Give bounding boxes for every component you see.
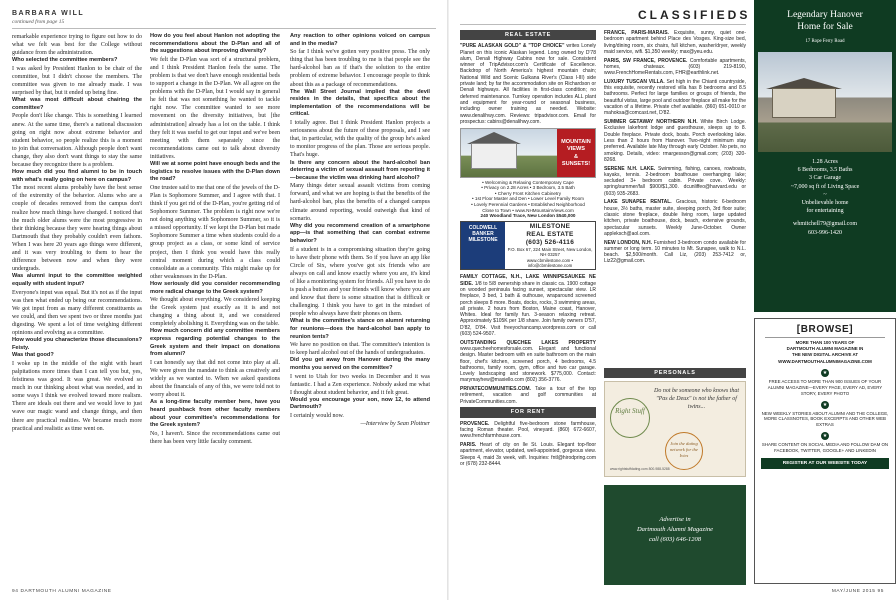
classified-ad-heading: NEW LONDON, N.H. (604, 239, 653, 246)
interview-question: What is the committee's stance on alumni returning for reunions—does the hard-alcohol ban apply to reunion tents? (290, 318, 430, 340)
interview-answer: So far I think we've gotten very positive press. The only thing that has been troubling to me is that people see the hard-alcohol ban as if that's the solution to the entire problem of extreme behavior. I encourage people to think about this as a package of recommendations. (290, 49, 430, 88)
classified-ad-text: Gracious, historic 6-bedroom house, 3½ baths, master suite, sleeping porch, 3rd floor suite; classic stone fireplace, double living room, large updated kitchen, private boathouse, dock, beach, extensive grounds, spectacular sunsets. Weekly June-October. Owner appleksch@aol.com. (604, 199, 746, 237)
byline-continued: continued from page 15 (12, 19, 65, 25)
right-page (448, 0, 896, 600)
interview-question: Did you get away from Hanover during the many months you served on the committee? (290, 357, 430, 371)
classifieds-column-2 (604, 30, 746, 365)
mountain-views-badge (557, 129, 595, 177)
house-feature: Close to Town • www.NHMountainViews.com (482, 207, 574, 213)
interview-answer: If a student is in a compromising situation they're going to have their phone with them. So if you have an app like Circle of Six, where you've got six friends who are always on call and know exactly where you are, it's kind of like a monitoring system for friends. All you have to do is push a button and your friends will know where you are and know that there is some situation that is difficult or challenging. I think you have to get in the mindset of people who always have their phones on them. (290, 246, 430, 318)
classified-ad-heading: OUTSTANDING QUECHEE LAKES PROPERTY (460, 339, 596, 346)
for-rent-list (460, 421, 596, 467)
classifieds-rule (460, 24, 746, 25)
house-shape (471, 143, 517, 169)
hanover-spec: 1.28 Acres (812, 159, 838, 165)
home-shape (772, 88, 836, 118)
house-photo (460, 128, 596, 178)
interview-answer: We thought about everything. We considered keeping the Greek system just exactly as it is and not changing a thing about it, and we considered completely abolishing it. Everything was on the table. (150, 297, 280, 328)
interview-question: Was alumni input to the committee weighted equally with student input? (12, 273, 142, 287)
classified-ad-text: Heart of city on Ile St. Louis. Elegant top-floor apartment, elevator, updated, well-appointed, gorgeous view. Sleeps 4, maid 3x week, wifi. Inquiries: fntl@hirodpring.com or (678) 232-8444. (460, 442, 596, 467)
interview-answer: No, I haven't. Since the recommendations came out there has been very little faculty comment. (150, 430, 280, 445)
right-stuff-logo: Right Stuff (610, 398, 650, 438)
interview-question: Would you encourage your son, now 12, to attend Dartmouth? (290, 396, 430, 411)
register-button[interactable]: REGISTER AT OUR WEBSITE TODAY (761, 458, 889, 469)
browse-archive-ad[interactable] (754, 318, 896, 584)
logo-line: BANKER (472, 230, 494, 237)
interview-answer: We felt the D-Plan was sort of a structural problem, and I think President Hanlon feels the same. The problem is that we don't have enough residential beds to support a change in the D-Plan. We all agree on the problems with the D-Plan, but I would say in general he felt that was not something he wanted to tackle right now. The committee wanted to see more movement on the diversity initiatives, but [the administration] already has a lot on the table. I think they felt it was useful to get our input and we've been meeting with them separately since the recommendations came out to talk about diversity initiatives. (150, 56, 280, 160)
interview-answer: We have no position on that. The committee's intention is to keep hard alcohol out of the hands of undergraduates. (290, 342, 430, 357)
right-stuff-ad[interactable] (604, 381, 746, 477)
banker-row (460, 221, 596, 271)
interview-question: Is there any concern about the hard-alcohol ban deterring a victim of sexual assault from reporting it—because the victim was drinking hard alcohol? (290, 159, 430, 181)
share-icon: ★ (822, 432, 828, 439)
interview-question: Will we at some point have enough beds and the logistics to resolve issues with the D-Plan down the road? (150, 161, 280, 183)
classified-ad-heading: "PURE ALASKAN GOLD" & "TOP CHOICE" (460, 43, 565, 50)
real-estate-list (460, 43, 596, 125)
classified-ad (460, 421, 596, 440)
logo-line: MILESTONE (468, 236, 498, 243)
interview-question: The Wall Street Journal implied that the devil resides in the details, that specifics about the implementation of the recommendations will be critical. (290, 88, 430, 118)
classified-ad-text: Exquisite, sunny, quiet one-bedroom apartment behind Place des Vosges. King-size bed, living/dining room, six chairs, full kitchen, washer/dryer, weekly maid service, wifi. $1,350 weekly; max@yeu.edu. (604, 30, 746, 55)
coldwell-banker-logo (461, 222, 505, 270)
badge-line: SUNSETS! (561, 161, 591, 168)
house-feature: • Cherry Front Kitchen Cabinetry (494, 190, 562, 196)
interview-answer: I totally agree. But I think President Hanlon projects a seriousness about the future of these proposals, and I see that, in particular, with the quality of the group he's asked to monitor progress of the plan. Those are serious people. That's huge. (290, 120, 430, 159)
banker-info (505, 222, 595, 270)
browse-line-2: DARTMOUTH ALUMNI MAGAZINE IN (786, 345, 864, 351)
hanover-ad-address: 17 Rope Ferry Road (805, 39, 845, 44)
personals-url: www.rightstuffdating.com 800-988-5288 (610, 467, 670, 471)
interview-answer: Everyone's input was equal. But it's not as if the input was then what ended up being our recommendations. We got input from as many different constituents as we could, and then we spent two or three months just digesting. We spent a lot of time weighing different opinions and evolving as a committee. (12, 289, 142, 336)
browse-line-1: MORE THAN 100 YEARS OF (795, 340, 855, 345)
badge-line: VIEWS (566, 146, 586, 153)
classified-ad (460, 274, 596, 337)
classified-ad (604, 199, 746, 237)
hanover-spec: Unbelievable home (801, 200, 849, 207)
classified-ad (460, 386, 596, 405)
interview-question: How seriously did you consider recommending more radical change to the Greek system? (150, 280, 280, 295)
classified-ad (604, 79, 746, 117)
hanover-spec: 6 Bedrooms, 3.5 Baths (797, 167, 853, 174)
interview-question: Who selected the committee members? (12, 57, 118, 64)
article-column-2 (150, 33, 280, 585)
classified-ad (604, 58, 746, 77)
classified-ad (460, 43, 596, 125)
house-feature: 240 Woodland Trace, New London $540,000 (480, 213, 576, 219)
interview-credit: —Interview by Sean Plottner (360, 421, 430, 428)
interview-answer: People don't like change. This is something I learned anew. At the same time, there's a national discussion going on right now about extreme behavior and student behavior, so people realize this is a moment to join that conversation. Although people don't want change, they also don't want things to stay the same because they recognize there is a problem. (12, 113, 142, 168)
classified-ad-text: Comfortable apartments, homes, chateaux. (603) 219-8190, www.FrenchHomeRentals.com, FHR@earthlink.net. (604, 57, 746, 77)
classifieds-title: CLASSIFIEDS (638, 8, 751, 22)
classified-ad (604, 240, 746, 265)
classified-ad (460, 442, 596, 467)
interview-question: How much concern did any committee members express regarding potential changes to the Greek system and their impact on donations from alumni? (150, 328, 280, 358)
hanover-ad-phone: 603-996-1420 (808, 229, 842, 236)
classified-ad-text: Set high in the Chianti countryside, this exquisite, recently restored villa has 8 bedrooms and 8.5 bathrooms. Perfect for large families or groups of friends, the beautiful vistas, large pool and outdoor fireplace all make for the vacation of a lifetime. Private chef available. (860) 651-0010 or mahoksa@comcast.net, D'82. (604, 78, 746, 117)
office-address: P.O. Box 67, 224 Main Street, New London, NH 03257 (507, 246, 593, 258)
classified-ad-heading: SUMMER GETAWAY NORTHERN N.H. (604, 119, 698, 126)
header-rule (12, 28, 436, 29)
browse-benefit-3: SHARE CONTENT ON SOCIAL MEDIA AND FOLLOW DAM ON FACEBOOK, TWITTER, GOOGLE+ AND LINKEDIN (761, 441, 889, 453)
advertise-line-2: Dartmouth Alumni Magazine (636, 526, 714, 533)
title-line: Legendary Hanover (787, 10, 863, 20)
interview-answer: One trustee said to me that one of the jewels of the D-Plan is Sophomore Summer, and I agree with that. I think if you get rid of the D-Plan, you're getting rid of Sophomore Summer. The problem is right now we're not doing anything with Sophomore Summer, so it is a missed opportunity. If we kept the D-Plan but made Sophomore Summer a time when students could do a group project as a class, or some kind of service project, then I think you would have this really central moment during which a class could consolidate as a community. This might make up for other weaknesses in the D-Plan. (150, 184, 280, 280)
interview-answer: I can honestly say that did not come into play at all. We were given the mandate to think as creatively and widely as we wanted to. When we asked questions about the financials of any of this, we were told not to worry about it. (150, 359, 280, 399)
left-folio: 94 DARTMOUTH ALUMNI MAGAZINE (12, 589, 112, 594)
hanover-home-photo (758, 52, 892, 152)
office-sub: REAL ESTATE (526, 230, 574, 238)
browse-title: [BROWSE] (765, 319, 885, 338)
classified-ad-text: writes Lonely Planet on this iconic Alaskan legend. Long owned by D'78 alum, Denali Highway Cabins now for sale. Consistent winner of TripAdvisor.com's Certificate of Excellence. Backdrop of North America's highest mountain chain; National Wild and Scenic Gulkana River's (Class I-III) side private land; by far the accommodation site on Richardson or Denali highways. All facilities in first-class condition; no deferred maintenance. Turnkey operation includes ALL plant and equipment for year-round or seasonal business, including owner training as needed. Website: www.denalihwy.com. Reviews: tripadvisor.com. Email for prospectus: cabins@denalihwy.com. (460, 43, 596, 125)
browse-benefit-2: NEW WEEKLY STORIES ABOUT ALUMNI AND THE COLLEGE, MORE CLASSNOTES, BOOK EXCERPTS AND OTHER WEB EXTRAS (761, 410, 889, 428)
house-feature: • 1st Floor Master and Den • Lower Level Family Room (472, 196, 584, 202)
personals-section (604, 368, 746, 480)
hanover-ad-email[interactable]: whmitchell79@gmail.com (792, 221, 857, 228)
interview-question: As a long-time faculty member here, have you heard pushback from other faculty members about your committee's recommendations for the Greek system? (150, 399, 280, 429)
interview-question: Was that good? (12, 352, 54, 359)
badge-line: MOUNTAIN (561, 138, 591, 145)
hanover-spec: ~ (823, 191, 827, 198)
real-estate-list-2 (460, 274, 596, 405)
browse-line-3: THE NEW DIGITAL ARCHIVE AT (791, 351, 859, 357)
interview-answer: remarkable experience trying to figure out how to do what we felt was best for the College without guidance from the administration. (12, 34, 142, 57)
hanover-ad-specs (754, 158, 896, 215)
interview-answer: I woke up in the middle of the night with heart palpitations more times than I can tell you but, yes, feistiness was good. It was great. We evolved so much in our thinking about what was needed, and in some ways I think we evolved toward more realism. There are ideals out there and we would love to just wave our magic wand and change things, and then there are practical realities. We became much more practical and realistic as time went on. (12, 360, 142, 432)
hanover-home-ad[interactable] (754, 0, 896, 312)
classified-ad-heading: PARIS. (460, 442, 477, 449)
classified-ad-heading: FAMILY COTTAGE, N.H., LAKE WINNIPESAUKEE NE SIDE. (460, 274, 596, 287)
badge-line: & (573, 153, 579, 160)
interview-answer: I certainly would now. (290, 413, 344, 419)
dating-network-circle: Join the dating network for the Ivies (665, 432, 703, 470)
right-folio: MAY/JUNE 2015 95 (831, 589, 884, 594)
browse-benefit-1: FREE ACCESS TO MORE THAN 900 ISSUES OF YOUR ALUMNI MAGAZINE—EVERY PAGE, EVERY AD, EVERY STORY, EVERY PHOTO (767, 379, 883, 396)
advertise-line-1: Advertise in (659, 516, 691, 523)
logo-line: COLDWELL (468, 224, 498, 231)
interview-answer: I was asked by President Hanlon to be chair of the committee, but I didn't choose the members. The committee was given to me already made. I was surprised by that, but it ended up being fine. (12, 65, 142, 97)
house-feature: • Welcoming & Relaxing Contemporary Cape (482, 179, 574, 185)
interview-question: How do you feel about Hanlon not adopting the recommendations about the D-Plan and all of the suggestions about improving diversity? (150, 33, 280, 55)
classified-ad-text: Swimming, fishing, canoes, rowboats, kayaks, tennis. 2-bedroom boathouse overhanging lake; secluded 3+ bedroom cabin. Private cove. Weekly: spring/summer/fall $900/$1,300. dcunliffeo@harvard.edu or (603) 935-2683. (604, 165, 746, 197)
office-phone: (603) 526-4116 (525, 238, 575, 246)
house-listing-ad[interactable] (460, 128, 596, 271)
hanover-ad-title (754, 0, 896, 33)
classified-ad-heading: FRANCE, PARIS-MARAIS. (604, 30, 669, 36)
classified-ad-heading: PARIS, SW FRANCE, PROVENCE. (604, 57, 688, 64)
article-column-3 (290, 33, 430, 585)
rentals-list (604, 30, 746, 265)
stories-icon: ★ (822, 401, 828, 408)
classified-ad (460, 340, 596, 384)
hanover-spec: 3 Car Garage (809, 175, 841, 182)
house-feature: • Privacy on 2.28 Acres • 3 Bedroom, 3.5 Bath (481, 185, 575, 191)
personals-heading: PERSONALS (604, 368, 746, 378)
hanover-ad-contact (754, 220, 896, 236)
classified-ad-text: www.quecheehomesforsale.com. Elegant and functional design. Master bedroom with en suite bathroom on the main floor, chef's kitchen, screened porch, 4 bedrooms, 4.5 bathrooms, family room, gym, office and two car garage. Lovely landscaping and stonework. $775,000. Contact: marymayhew@maxiello.com (802) 356-3776. (460, 345, 596, 384)
interview-answer: Many things deter sexual assault victims from coming forward, and what we are hoping is that the benefits of the hard-alcohol ban, plus the benefits of a changed campus climate around reporting, would outweigh that kind of scenario. (290, 183, 430, 222)
article-column-1 (12, 33, 142, 585)
interview-question: What was most difficult about chairing the committee? (12, 97, 142, 111)
for-rent-heading: FOR RENT (460, 407, 596, 417)
interview-question: How would you characterize those discussions? Feisty. (12, 337, 142, 351)
house-feature: • Lovely Perennial Gardens • Established Neighborhood (471, 201, 585, 207)
title-line: Home for Sale (797, 21, 853, 32)
hanover-spec: ~7,000 sq ft of Living Space (790, 183, 860, 190)
office-web[interactable]: www.cbmilestone.com • info@cbmilestone.com (526, 257, 574, 268)
classified-ad-text: Delightful five-bedroom stone farmhouse, facing Roman theater. Pool, vineyard. (860) 672-6607, www.frenchfarmhouse.com. (460, 420, 596, 440)
classified-ad (604, 166, 746, 197)
classified-ad-text: Take a tour of the top retirement, vacation and golf communities at PrivateCommunities.com. (460, 386, 596, 405)
classified-ad-text: White Birch Lodge. Exclusive lakefront lodge and guesthouse, sleeps up to 8. Double fireplace. Private dock, boats. Porch overlooking lake. Less than 2 hours from Hanover. Two-night minimum stay preferred. Available late May through early October. No pets, no smoking. Details, video: rmargesson@gmail.com; (203) 320-8268. (604, 119, 746, 163)
classified-ad-text: Furnished 3-bedroom condo available for summer or long term. 10 minutes to Mt. Sunapee, walk to N.L. beach. $2,500/month. Call Liz, (203) 253-7412 or, Liz22@gmail.com. (604, 239, 746, 265)
byline-author: BARBARA WILL (12, 10, 85, 17)
classified-ad-heading: SERENE N.H. LAKE. (604, 165, 656, 172)
interview-answer: The most recent alums probably have the best sense of the extremity of the behavior. Alums who are a couple of decades removed from the campus don't realize how much things have changed. I noticed that the much older alums were the most progressive in their thinking because they were hearing things about Dartmouth that they probably couldn't even fathom. When I was here 20 years ago things were different, and it was very troubling to them to hear the difference between now and when they were undergrads. (12, 185, 142, 273)
interview-question: Why did you recommend creation of a smartphone app—is that something that can combat extreme behavior? (290, 222, 430, 244)
classified-ad (604, 30, 746, 55)
office-name: MILESTONE (529, 222, 571, 230)
classifieds-column-1 (460, 30, 596, 590)
house-feature-list (460, 180, 596, 219)
personals-quote: Do not be someone who knows that "Pas de Deux" is not the father of twins... (654, 388, 739, 411)
classified-ad-heading: LAKE SUNAPEE RENTAL. (604, 199, 672, 206)
real-estate-heading: REAL ESTATE (460, 30, 596, 40)
classified-ad-heading: PROVENCE. (460, 420, 490, 427)
advertise-phone: call (603) 646-1208 (649, 536, 701, 543)
archive-icon: ★ (822, 370, 828, 377)
interview-answer: I went to Utah for two weeks in December and it was fantastic. I had a Zen experience. Nobody asked me what I thought about student behavior, and it felt great. (290, 373, 430, 396)
classified-ad-heading: LUXURY TUSCAN VILLA. (604, 78, 665, 85)
interview-question: How much did you find alumni to be in touch with what's really going on here on campus? (12, 169, 142, 183)
interview-question: Any reaction to other opinions voiced on campus and in the media? (290, 33, 430, 47)
classified-ad-text: 1/8 to 5/8 ownership share in classic ca. 1900 cottage on wooded peninsula facing sunset, spectacular view. LR fireplace, 3 bed, 1 bath & outhouse, wraparound screened porch sleeps 8 more. Boats, docks, rocks, 3 swimming areas, all private. 2 hours from Boston, Maine coast, Hanover, Whites. Ideal for family fun. 3-season relaxing retreat. Approximately $105K per 1/8 share. Join family owners D'57, D'82, D'84. Visit freeyochancamp.wordpress.com or call (603) 524-9507. (460, 280, 596, 337)
hanover-spec: for entertaining (806, 208, 844, 215)
classified-ad (604, 119, 746, 163)
advertise-box[interactable] (604, 485, 746, 585)
classified-ad-heading: PRIVATECOMMUNITIES.COM. (460, 386, 531, 393)
browse-url[interactable]: WWW.DARTMOUTHALUMNIMAGAZINE.COM (778, 359, 872, 365)
